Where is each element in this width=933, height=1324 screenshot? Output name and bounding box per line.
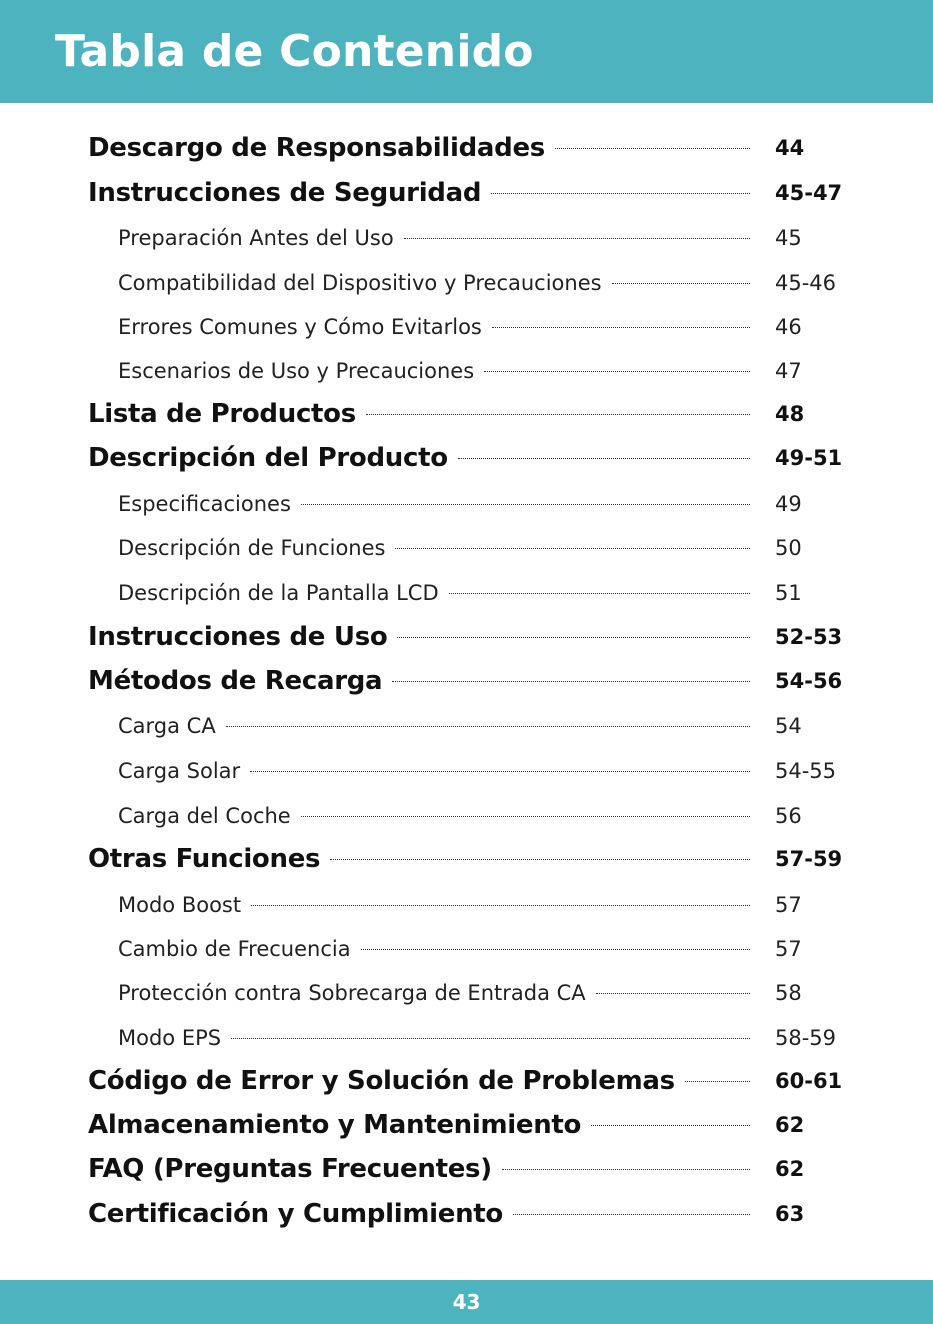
toc-entry-title: Descripción del Producto [88, 443, 448, 473]
dot-leader [301, 816, 750, 817]
toc-entry[interactable] [0, 575, 933, 611]
toc-entry[interactable] [0, 975, 933, 1011]
toc-entry[interactable] [0, 663, 933, 699]
dot-leader [612, 283, 750, 284]
toc-entry-page: 63 [775, 1202, 805, 1226]
toc-entry[interactable] [0, 440, 933, 476]
toc-entry-page: 45 [775, 226, 802, 250]
toc-entry-title: Compatibilidad del Dispositivo y Precauciones [118, 271, 602, 295]
dot-leader [458, 458, 750, 459]
dot-leader [397, 637, 750, 638]
toc-entry-page: 57 [775, 893, 802, 917]
toc-entry-title: Código de Error y Solución de Problemas [88, 1066, 675, 1096]
toc-entry-page: 62 [775, 1113, 805, 1137]
toc-entry-page: 49 [775, 492, 802, 516]
toc-entry[interactable] [0, 619, 933, 655]
toc-entry-page: 58-59 [775, 1026, 837, 1050]
toc-entry-page: 56 [775, 804, 802, 828]
toc-entry-page: 54 [775, 714, 802, 738]
dot-leader [555, 148, 750, 149]
toc-entry-page: 54-56 [775, 669, 843, 693]
toc-entry-title: Instrucciones de Uso [88, 622, 388, 652]
toc-entry-title: Certificación y Cumplimiento [88, 1199, 503, 1229]
dot-leader [395, 548, 750, 549]
toc-entry-title: Descripción de la Pantalla LCD [118, 581, 439, 605]
dot-leader [591, 1125, 750, 1126]
toc-entry-page: 54-55 [775, 759, 837, 783]
toc-entry[interactable] [0, 887, 933, 923]
dot-leader [404, 238, 750, 239]
dot-leader [685, 1081, 750, 1082]
page-number: 43 [452, 1290, 481, 1314]
toc-entry-title: Lista de Productos [88, 399, 356, 429]
toc-entry[interactable] [0, 530, 933, 566]
toc-entry[interactable] [0, 798, 933, 834]
toc-entry-title: Almacenamiento y Mantenimiento [88, 1110, 582, 1140]
toc-entry-title: Instrucciones de Seguridad [88, 178, 482, 208]
toc-entry[interactable] [0, 931, 933, 967]
toc-entry-title: Otras Funciones [88, 844, 321, 874]
toc-entry-title: Errores Comunes y Cómo Evitarlos [118, 315, 482, 339]
dot-leader [226, 726, 750, 727]
toc-entry[interactable] [0, 753, 933, 789]
toc-entry-page: 57 [775, 937, 802, 961]
toc-entry[interactable] [0, 265, 933, 301]
dot-leader [361, 949, 750, 950]
toc-entry[interactable] [0, 1107, 933, 1143]
toc-entry-page: 51 [775, 581, 802, 605]
toc-entry[interactable] [0, 1196, 933, 1232]
toc-entry-title: Carga del Coche [118, 804, 291, 828]
toc-entry[interactable] [0, 309, 933, 345]
toc-entry-page: 52-53 [775, 625, 843, 649]
toc-entry-title: Carga Solar [118, 759, 241, 783]
toc-entry-page: 44 [775, 136, 805, 160]
toc-entry-title: Métodos de Recarga [88, 666, 383, 696]
toc-entry-page: 60-61 [775, 1069, 843, 1093]
page-title: Tabla de Contenido [55, 26, 534, 77]
dot-leader [231, 1038, 750, 1039]
toc-entry[interactable] [0, 1063, 933, 1099]
toc-entry-title: Carga CA [118, 714, 216, 738]
dot-leader [330, 859, 750, 860]
toc-entry-title: Protección contra Sobrecarga de Entrada CA [118, 981, 586, 1005]
dot-leader [491, 193, 750, 194]
toc-entry-page: 50 [775, 536, 802, 560]
toc-entry-title: Descripción de Funciones [118, 536, 386, 560]
dot-leader [502, 1169, 750, 1170]
toc-entry-page: 46 [775, 315, 802, 339]
toc-entry-page: 49-51 [775, 446, 843, 470]
toc-entry[interactable] [0, 396, 933, 432]
dot-leader [301, 504, 750, 505]
toc-entry[interactable] [0, 353, 933, 389]
toc-entry[interactable] [0, 220, 933, 256]
toc-entry-title: Escenarios de Uso y Precauciones [118, 359, 475, 383]
dot-leader [449, 593, 750, 594]
toc-entry[interactable] [0, 486, 933, 522]
dot-leader [250, 771, 750, 772]
toc-entry[interactable] [0, 1020, 933, 1056]
toc-entry[interactable] [0, 1151, 933, 1187]
dot-leader [484, 371, 750, 372]
toc-entry-page: 45-47 [775, 181, 843, 205]
toc-entry[interactable] [0, 708, 933, 744]
dot-leader [492, 327, 750, 328]
dot-leader [392, 681, 750, 682]
toc-entry-title: Preparación Antes del Uso [118, 226, 394, 250]
toc-entry-title: Modo EPS [118, 1026, 222, 1050]
toc-entry-page: 47 [775, 359, 802, 383]
toc-entry-title: Cambio de Frecuencia [118, 937, 351, 961]
toc-entry-page: 58 [775, 981, 802, 1005]
toc-entry[interactable] [0, 175, 933, 211]
dot-leader [366, 414, 750, 415]
toc-entry-page: 45-46 [775, 271, 837, 295]
toc-entry-page: 48 [775, 402, 805, 426]
toc-entry-page: 57-59 [775, 847, 843, 871]
dot-leader [596, 993, 750, 994]
toc-entry-title: Modo Boost [118, 893, 242, 917]
toc-entry-title: FAQ (Preguntas Frecuentes) [88, 1154, 492, 1184]
dot-leader [513, 1214, 750, 1215]
toc-entry-title: Especificaciones [118, 492, 291, 516]
toc-entry[interactable] [0, 130, 933, 166]
dot-leader [251, 905, 750, 906]
toc-entry-page: 62 [775, 1157, 805, 1181]
toc-entry-title: Descargo de Responsabilidades [88, 133, 545, 163]
toc-entry[interactable] [0, 841, 933, 877]
footer-banner [0, 1280, 933, 1324]
